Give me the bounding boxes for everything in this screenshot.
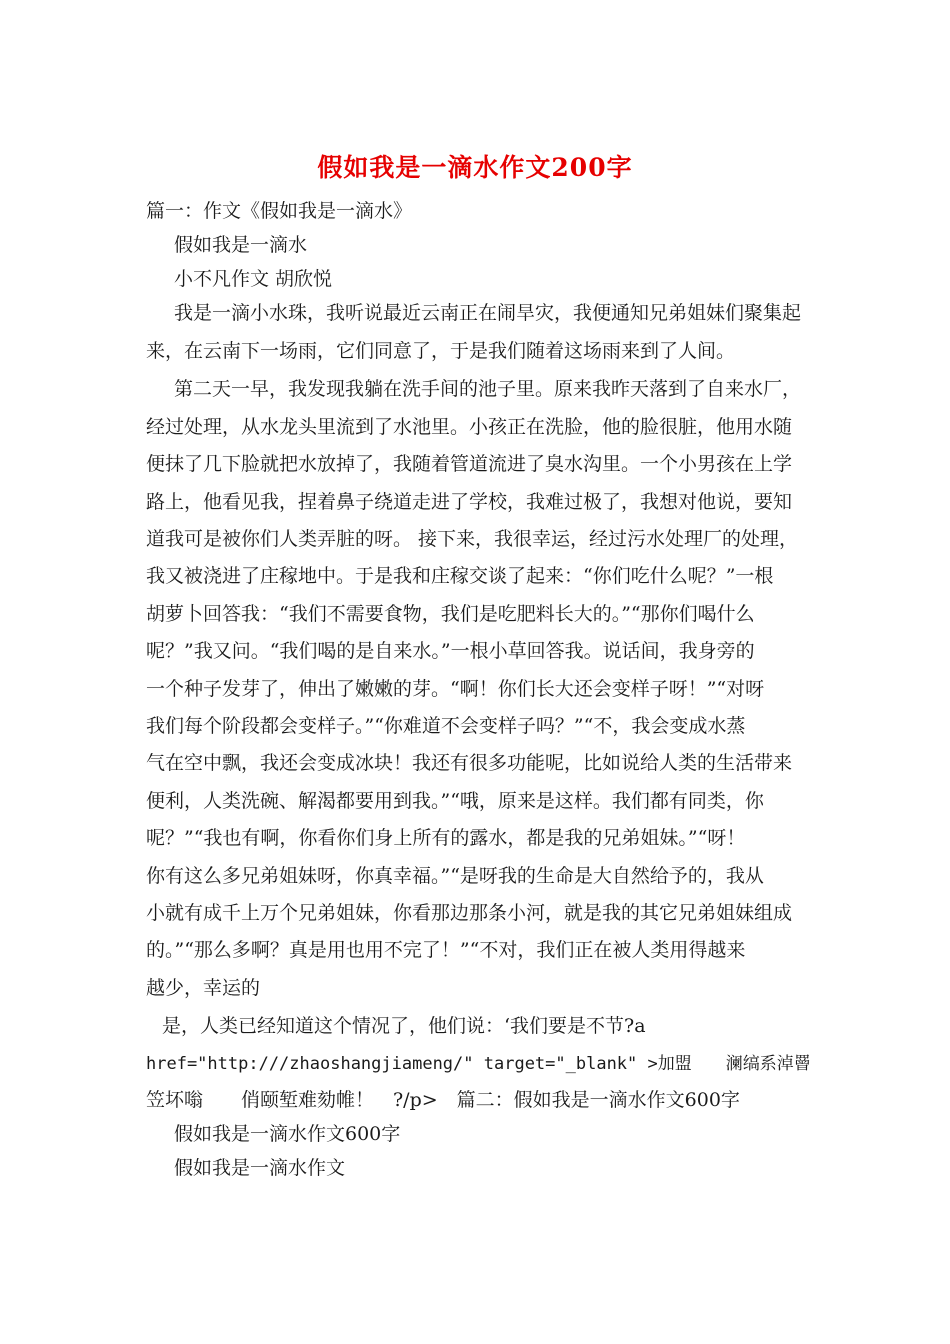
paragraph-line: 第二天一早，我发现我躺在洗手间的池子里。原来我昨天落到了自来水厂， (174, 378, 802, 400)
paragraph-line: 你有这么多兄弟姐妹呀，你真幸福。”“是呀我的生命是大自然给予的，我从 (146, 865, 764, 887)
garbled-text-line: 笠坏嗡 俏颐堑难劾帷！ ?/p> 篇二：假如我是一滴水作文600字 (146, 1089, 740, 1111)
paragraph-line: 便利，人类洗碗、解渴都要用到我。”“哦，原来是这样。我们都有同类，你 (146, 790, 764, 812)
paragraph-line: 经过处理，从水龙头里流到了水池里。小孩正在洗脸，他的脸很脏，他用水随 (146, 416, 793, 438)
paragraph-line: 便抹了几下脸就把水放掉了，我随着管道流进了臭水沟里。一个小男孩在上学 (146, 453, 793, 475)
paragraph-line: 我是一滴小水珠，我听说最近云南正在闹旱灾，我便通知兄弟姐妹们聚集起 (174, 302, 802, 324)
paragraph-line: 是，人类已经知道这个情况了，他们说：‘我们要是不节?a (162, 1015, 646, 1037)
paragraph-line: 气在空中飘，我还会变成冰块！我还有很多功能呢，比如说给人类的生活带来 (146, 752, 793, 774)
paragraph-line: 来，在云南下一场雨，它们同意了，于是我们随着这场雨来到了人间。 (146, 340, 736, 362)
paragraph-line: 一个种子发芽了，伸出了嫩嫩的芽。“啊！你们长大还会变样子呀！”“对呀 (146, 678, 765, 700)
essay-title-2: 假如我是一滴水作文600字 (174, 1123, 401, 1145)
paragraph-line: 小就有成千上万个兄弟姐妹，你看那边那条小河，就是我的其它兄弟姐妹组成 (146, 902, 793, 924)
paragraph-line: 我们每个阶段都会变样子。”“你难道不会变样子吗？”“不，我会变成水蒸 (146, 715, 746, 737)
paragraph-line: 越少，幸运的 (146, 977, 261, 999)
paragraph-line: 呢？”“我也有啊，你看你们身上所有的露水，都是我的兄弟姐妹。”“呀！ (146, 827, 746, 849)
paragraph-line: 路上，他看见我，捏着鼻子绕道走进了学校，我难过极了，我想对他说，要知 (146, 491, 793, 513)
page-title: 假如我是一滴水作文200字 (317, 153, 633, 182)
section-heading-1: 篇一：作文《假如我是一滴水》 (146, 200, 413, 222)
essay-subtitle-2: 假如我是一滴水作文 (174, 1157, 346, 1179)
paragraph-line: 胡萝卜回答我：“我们不需要食物，我们是吃肥料长大的。”“那你们喝什么 (146, 603, 755, 625)
paragraph-line: 道我可是被你们人类弄脏的呀。 接下来，我很幸运，经过污水处理厂的处理， (146, 528, 799, 550)
essay-title: 假如我是一滴水 (174, 234, 308, 256)
garbled-link-line: href="http:///zhaoshangjiameng/" target="_blank" >加盟 澜缟系淖罾 (146, 1054, 811, 1074)
paragraph-line: 的。”“那么多啊？真是用也用不完了！”“不对，我们正在被人类用得越来 (146, 939, 746, 961)
essay-author: 小不凡作文 胡欣悦 (174, 268, 333, 290)
paragraph-line: 我又被浇进了庄稼地中。于是我和庄稼交谈了起来：“你们吃什么呢？”一根 (146, 565, 774, 587)
paragraph-line: 呢？”我又问。“我们喝的是自来水。”一根小草回答我。说话间，我身旁的 (146, 640, 755, 662)
